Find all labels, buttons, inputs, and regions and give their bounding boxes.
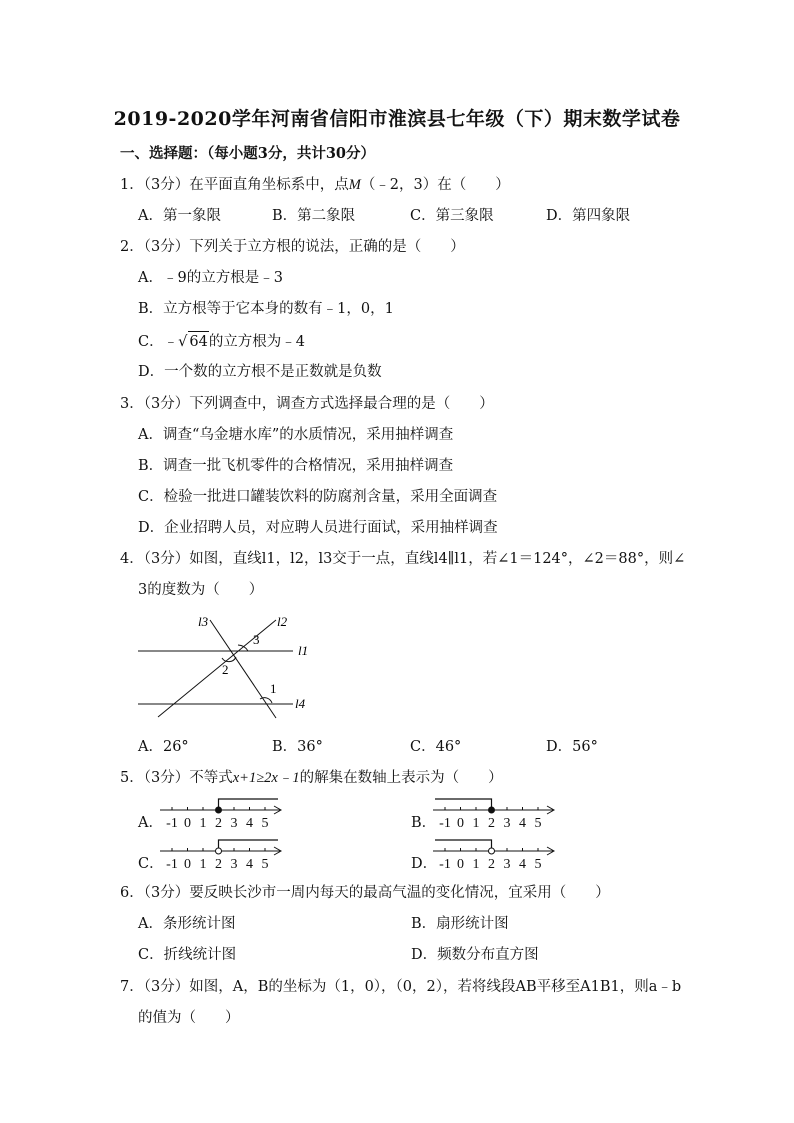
tick-label: 0 (457, 857, 464, 870)
tick-label: 3 (503, 857, 511, 870)
q5-number-line-a (158, 795, 288, 829)
page-title: 2019-2020学年河南省信阳市淮滨县七年级（下）期末数学试卷 (113, 108, 681, 130)
q2-score: （3分） (143, 239, 190, 255)
tick-label: 2 (488, 857, 495, 870)
q1-option-b: B．第二象限 (272, 208, 356, 224)
q4-option-b: B．36° (272, 739, 323, 755)
q1-score: （3分） (143, 177, 190, 193)
q2-option-c-radicand: 64 (188, 331, 208, 352)
question-7-cont: 的值为（ ） (138, 1010, 240, 1026)
tick-label: 5 (261, 857, 269, 870)
tick-label: 2 (215, 857, 222, 870)
question-2 (120, 237, 465, 257)
question-6 (120, 883, 610, 903)
q3-text: 下列调查中，调查方式选择最合理的是（ ） (189, 396, 494, 412)
q7-text: 如图，A，B的坐标为（1，0），（0，2），若将线段AB平移至A1B1，则a﹣b (189, 979, 682, 995)
line-l3 (210, 620, 276, 718)
q2-option-c (138, 331, 305, 352)
q5-number: 5． (120, 770, 144, 786)
question-4-cont: 3的度数为（ ） (138, 582, 264, 598)
q2-option-d: D．一个数的立方根不是正数就是负数 (138, 364, 382, 380)
q1-option-d: D．第四象限 (546, 208, 631, 224)
q6-option-b: B．扇形统计图 (411, 916, 509, 932)
q3-option-d: D．企业招聘人员，对应聘人员进行面试，采用抽样调查 (138, 520, 498, 536)
tick-label: 3 (503, 816, 511, 829)
q6-score: （3分） (143, 885, 190, 901)
q5-number-line-b (431, 795, 561, 829)
question-3 (120, 394, 494, 414)
label-l3: l3 (198, 614, 209, 629)
question-5 (120, 768, 503, 788)
open-point (489, 848, 495, 854)
q4-score: （3分） (143, 551, 190, 567)
question-4 (120, 549, 685, 569)
tick-label: 4 (519, 816, 526, 829)
q1-text: 在平面直角坐标系中，点 (189, 177, 349, 193)
solution-ray (219, 799, 279, 810)
parallel-lines-figure (130, 610, 330, 720)
tick-label: 1 (472, 857, 480, 870)
tick-label: 5 (261, 816, 269, 829)
q3-score: （3分） (143, 396, 190, 412)
tick-label: 4 (519, 857, 526, 870)
q5-option-b-letter: B． (411, 815, 437, 831)
q4-option-d: D．56° (546, 739, 598, 755)
tick-label: 1 (199, 857, 207, 870)
q5-score: （3分） (143, 770, 190, 786)
tick-label: 3 (230, 857, 238, 870)
tick-label: 0 (184, 857, 191, 870)
q5-option-c-letter: C． (138, 856, 164, 872)
tick-label: 0 (184, 816, 191, 829)
q2-option-b: B．立方根等于它本身的数有﹣1，0，1 (138, 301, 394, 317)
tick-label: 3 (230, 816, 238, 829)
tick-label: 1 (472, 816, 480, 829)
q4-number: 4． (120, 551, 144, 567)
tick-label: 2 (488, 816, 495, 829)
q5-number-line-d (431, 836, 561, 870)
q3-number: 3． (120, 396, 144, 412)
label-l4: l4 (295, 696, 306, 711)
tick-label: -1 (166, 857, 178, 870)
q6-text: 要反映长沙市一周内每天的最高气温的变化情况，宜采用（ ） (189, 885, 610, 901)
q6-option-c: C．折线统计图 (138, 947, 237, 963)
tick-label: -1 (439, 857, 451, 870)
q3-option-c: C．检验一批进口罐装饮料的防腐剂含量，采用全面调查 (138, 489, 498, 505)
q4-option-c: C．46° (410, 739, 462, 755)
q5-option-d-letter: D． (411, 856, 438, 872)
tick-label: 5 (534, 857, 542, 870)
angle-3-label: 3 (253, 632, 260, 647)
q6-number: 6． (120, 885, 144, 901)
q5-text-post: 的解集在数轴上表示为（ ） (299, 770, 503, 786)
closed-point (216, 807, 222, 813)
tick-label: 4 (246, 816, 253, 829)
closed-point (489, 807, 495, 813)
q5-number-line-c (158, 836, 288, 870)
angle-2-arc (222, 657, 236, 662)
tick-label: 0 (457, 816, 464, 829)
question-7 (120, 977, 681, 997)
q7-score: （3分） (143, 979, 190, 995)
tick-label: 2 (215, 816, 222, 829)
q2-option-a: A．﹣9的立方根是﹣3 (138, 270, 283, 286)
question-1 (120, 175, 510, 195)
q5-text-pre: 不等式 (189, 770, 233, 786)
tick-label: 5 (534, 816, 542, 829)
q5-inequality: x+1≥2x﹣1 (232, 770, 300, 786)
q1-text2: （﹣2，3）在（ ） (360, 177, 510, 193)
open-point (216, 848, 222, 854)
q1-option-c: C．第三象限 (410, 208, 494, 224)
tick-label: -1 (166, 816, 178, 829)
q2-number: 2． (120, 239, 144, 255)
q4-text: 如图，直线l1，l2，l3交于一点，直线l4∥l1，若∠1＝124°，∠2＝88°，则∠ (189, 551, 686, 567)
q6-option-a: A．条形统计图 (138, 916, 236, 932)
q5-option-a-letter: A． (138, 815, 163, 831)
q3-option-a: A．调查“乌金塘水库”的水质情况，采用抽样调查 (138, 427, 454, 443)
q1-number: 1． (120, 177, 144, 193)
angle-1-label: 1 (270, 681, 277, 696)
label-l2: l2 (277, 614, 288, 629)
q2-option-c-suffix: 的立方根为﹣4 (208, 334, 306, 350)
tick-label: 4 (246, 857, 253, 870)
tick-label: 1 (199, 816, 207, 829)
solution-ray (435, 840, 492, 851)
q1-option-a: A．第一象限 (138, 208, 221, 224)
q6-option-d: D．频数分布直方图 (411, 947, 539, 963)
sqrt-sign: √ (178, 334, 188, 350)
tick-label: -1 (439, 816, 451, 829)
label-l1: l1 (298, 643, 309, 658)
q2-text: 下列关于立方根的说法，正确的是（ ） (189, 239, 465, 255)
q4-option-a: A．26° (138, 739, 189, 755)
solution-ray (435, 799, 492, 810)
q2-option-c-prefix: C．﹣ (138, 334, 179, 350)
section-heading: 一、选择题：（每小题3分，共计30分） (120, 145, 376, 162)
angle-1-arc (260, 698, 272, 703)
q7-number: 7． (120, 979, 144, 995)
q3-option-b: B．调查一批飞机零件的合格情况，采用抽样调查 (138, 458, 454, 474)
q1-var: M (348, 177, 361, 193)
angle-2-label: 2 (222, 662, 229, 677)
solution-ray (219, 840, 279, 851)
